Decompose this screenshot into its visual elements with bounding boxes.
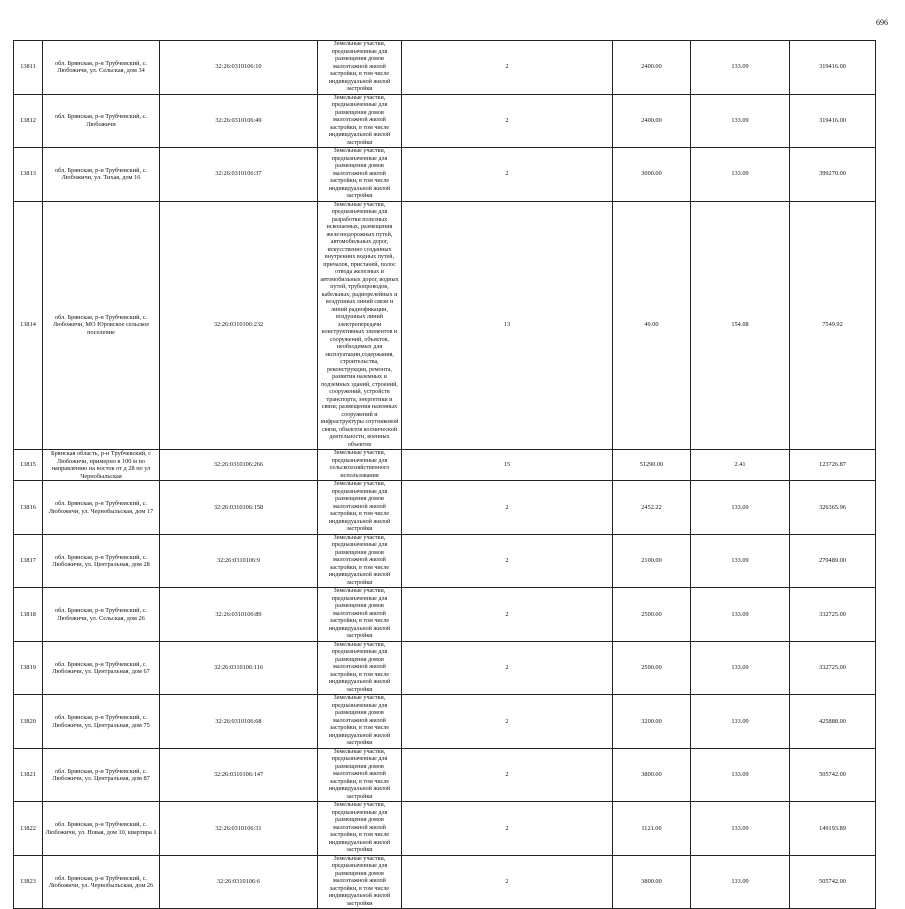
area-cell: 3200.00: [613, 695, 691, 749]
row-number: 13821: [14, 748, 43, 802]
cadastral-number-cell: 32:26:0310106:89: [160, 588, 318, 642]
value-cell: 7549.92: [790, 201, 876, 450]
cadastral-number-cell: 32:26:0310106:266: [160, 450, 318, 481]
address-cell: обл. Брянская, р-н Трубчевский, с. Любожичи, ул. Чернобыльская, дом 17: [43, 481, 160, 535]
table-row: [14, 94, 876, 148]
table-row: [14, 148, 876, 202]
address-cell: обл. Брянская, р-н Трубчевский, с. Любожичи, ул. Центральная, дом 75: [43, 695, 160, 749]
rate-cell: 133.09: [691, 748, 790, 802]
land-use-cell: Земельные участки, предназначенные для размещения домов малоэтажной жилой застройки, в том числе индивидуальной жилой застройки: [318, 855, 402, 909]
group-cell: 2: [402, 41, 613, 95]
area-cell: 2500.00: [613, 641, 691, 695]
area-cell: 49.00: [613, 201, 691, 450]
address-cell: обл. Брянская, р-н Трубчевский, с. Любожичи, ул. Центральная, дом 67: [43, 641, 160, 695]
land-use-cell: Земельные участки, предназначенные для сельскохозяйственного использования: [318, 450, 402, 481]
row-number: 13813: [14, 148, 43, 202]
row-number: 13812: [14, 94, 43, 148]
address-cell: обл. Брянская, р-н Трубчевский, с. Любожичи, ул. Тихая, дом 16: [43, 148, 160, 202]
address-cell: обл. Брянская, р-н Трубчевский, с. Любожичи, МО Юровское сельское поселение: [43, 201, 160, 450]
land-use-cell: Земельные участки, предназначенные для размещения домов малоэтажной жилой застройки, в том числе индивидуальной жилой застройки: [318, 695, 402, 749]
address-cell: обл. Брянская, р-н Трубчевский, с. Любожичи, ул. Центральная, дом 87: [43, 748, 160, 802]
area-cell: 51290.00: [613, 450, 691, 481]
rate-cell: 133.09: [691, 94, 790, 148]
value-cell: 149193.89: [790, 802, 876, 856]
row-number: 13819: [14, 641, 43, 695]
table-row: [14, 201, 876, 450]
land-use-cell: Земельные участки, предназначенные для размещения домов малоэтажной жилой застройки, в том числе индивидуальной жилой застройки: [318, 802, 402, 856]
value-cell: 425888.00: [790, 695, 876, 749]
table-row: [14, 802, 876, 856]
area-cell: 2100.00: [613, 534, 691, 588]
land-use-cell: Земельные участки, предназначенные для размещения домов малоэтажной жилой застройки, в том числе индивидуальной жилой застройки: [318, 148, 402, 202]
group-cell: 2: [402, 641, 613, 695]
rate-cell: 133.09: [691, 481, 790, 535]
group-cell: 2: [402, 802, 613, 856]
cadastral-number-cell: 32:26:0310106:147: [160, 748, 318, 802]
area-cell: 2400.00: [613, 41, 691, 95]
cadastral-number-cell: 32:26:0310106:232: [160, 201, 318, 450]
rate-cell: 154.08: [691, 201, 790, 450]
area-cell: 3000.00: [613, 148, 691, 202]
page-number: 696: [876, 18, 888, 27]
row-number: 13820: [14, 695, 43, 749]
land-use-cell: Земельные участки, предназначенные для размещения домов малоэтажной жилой застройки, в том числе индивидуальной жилой застройки: [318, 41, 402, 95]
cadastral-number-cell: 32:26:0310106:9: [160, 534, 318, 588]
value-cell: 326365.96: [790, 481, 876, 535]
group-cell: 15: [402, 450, 613, 481]
land-use-cell: Земельные участки, предназначенные для размещения домов малоэтажной жилой застройки, в том числе индивидуальной жилой застройки: [318, 534, 402, 588]
address-cell: обл. Брянская, р-н Трубчевский, с. Любожичи, ул. Сельская, дом 26: [43, 588, 160, 642]
value-cell: 399270.00: [790, 148, 876, 202]
rate-cell: 133.09: [691, 588, 790, 642]
table-row: [14, 534, 876, 588]
cadastral-number-cell: 32:26:0310106:6: [160, 855, 318, 909]
rate-cell: 133.09: [691, 148, 790, 202]
table-row: [14, 748, 876, 802]
cadastral-number-cell: 32:26:0310106:68: [160, 695, 318, 749]
address-cell: обл. Брянская, р-н Трубчевский, с. Любожичи, ул. Центральная, дом 28: [43, 534, 160, 588]
land-use-cell: Земельные участки, предназначенные для размещения домов малоэтажной жилой застройки, в том числе индивидуальной жилой застройки: [318, 94, 402, 148]
group-cell: 2: [402, 94, 613, 148]
value-cell: 332725.00: [790, 641, 876, 695]
group-cell: 2: [402, 588, 613, 642]
value-cell: 123726.87: [790, 450, 876, 481]
rate-cell: 133.09: [691, 855, 790, 909]
address-cell: обл. Брянская, р-н Трубчевский, с. Любожичи, ул. Сельская, дом 34: [43, 41, 160, 95]
cadastral-number-cell: 32:26:0310106:49: [160, 94, 318, 148]
group-cell: 2: [402, 748, 613, 802]
group-cell: 2: [402, 855, 613, 909]
cadastral-value-table: [13, 40, 876, 909]
address-cell: обл. Брянская, р-н Трубчевский, с. Любожичи, ул. Чернобыльская, дом 26: [43, 855, 160, 909]
land-use-cell: Земельные участки, предназначенные для разработки полезных ископаемых, размещения железнодорожных путей, автомобильных дорог, искусственно созданных внутренних водных путей, причалов, пристаней, полос отвода железных и автомобильных дорог, водных путей, трубопроводов, кабельных, радиорелейных и воздушных линий связи и линий радиофикации, воздушных линий электропередачи конструктивных элементов и сооружений, объектов, необходимых для эксплуатации,содержания, строительства, реконструкции, ремонта, развития наземных и подземных зданий, строений, сооружений, устройств транспорта, энергетики и связи; размещения наземных сооружений и инфраструктуры спутниковой связи, объектов космической деятельности, военных объектов: [318, 201, 402, 450]
value-cell: 279489.00: [790, 534, 876, 588]
value-cell: 319416.00: [790, 41, 876, 95]
value-cell: 505742.00: [790, 855, 876, 909]
table-row: [14, 41, 876, 95]
rate-cell: 133.09: [691, 695, 790, 749]
row-number: 13811: [14, 41, 43, 95]
address-cell: обл. Брянская, р-н Трубчевский, с. Любожичи: [43, 94, 160, 148]
row-number: 13823: [14, 855, 43, 909]
table-row: [14, 641, 876, 695]
group-cell: 2: [402, 534, 613, 588]
cadastral-number-cell: 32:26:0310106:116: [160, 641, 318, 695]
rate-cell: 133.09: [691, 534, 790, 588]
value-cell: 505742.00: [790, 748, 876, 802]
group-cell: 2: [402, 695, 613, 749]
land-use-cell: Земельные участки, предназначенные для размещения домов малоэтажной жилой застройки, в том числе индивидуальной жилой застройки: [318, 748, 402, 802]
table-row: [14, 695, 876, 749]
group-cell: 2: [402, 148, 613, 202]
group-cell: 13: [402, 201, 613, 450]
cadastral-number-cell: 32:26:0310106:158: [160, 481, 318, 535]
row-number: 13817: [14, 534, 43, 588]
value-cell: 332725.00: [790, 588, 876, 642]
cadastral-number-cell: 32:26:0310106:10: [160, 41, 318, 95]
rate-cell: 133.09: [691, 641, 790, 695]
table-row: [14, 855, 876, 909]
row-number: 13815: [14, 450, 43, 481]
area-cell: 2500.00: [613, 588, 691, 642]
table-row: [14, 588, 876, 642]
row-number: 13822: [14, 802, 43, 856]
area-cell: 3800.00: [613, 855, 691, 909]
area-cell: 1121.00: [613, 802, 691, 856]
land-use-cell: Земельные участки, предназначенные для размещения домов малоэтажной жилой застройки, в том числе индивидуальной жилой застройки: [318, 481, 402, 535]
table-row: [14, 481, 876, 535]
cadastral-number-cell: 32:26:0310106:37: [160, 148, 318, 202]
area-cell: 2400.00: [613, 94, 691, 148]
address-cell: Брянская область, р-н Трубчевский, с Любожичи, примерно в 100 м по направлению на восток от д 28 по ул Чернобыльская: [43, 450, 160, 481]
address-cell: обл. Брянская, р-н Трубчевский, с. Любожичи, ул. Новая, дом 10, квартира 1: [43, 802, 160, 856]
value-cell: 319416.00: [790, 94, 876, 148]
row-number: 13816: [14, 481, 43, 535]
area-cell: 2452.22: [613, 481, 691, 535]
land-use-cell: Земельные участки, предназначенные для размещения домов малоэтажной жилой застройки, в том числе индивидуальной жилой застройки: [318, 641, 402, 695]
land-use-cell: Земельные участки, предназначенные для размещения домов малоэтажной жилой застройки, в том числе индивидуальной жилой застройки: [318, 588, 402, 642]
rate-cell: 2.41: [691, 450, 790, 481]
table-row: [14, 450, 876, 481]
row-number: 13814: [14, 201, 43, 450]
group-cell: 2: [402, 481, 613, 535]
cadastral-number-cell: 32:26:0310106:31: [160, 802, 318, 856]
rate-cell: 133.09: [691, 41, 790, 95]
row-number: 13818: [14, 588, 43, 642]
area-cell: 3800.00: [613, 748, 691, 802]
rate-cell: 133.09: [691, 802, 790, 856]
